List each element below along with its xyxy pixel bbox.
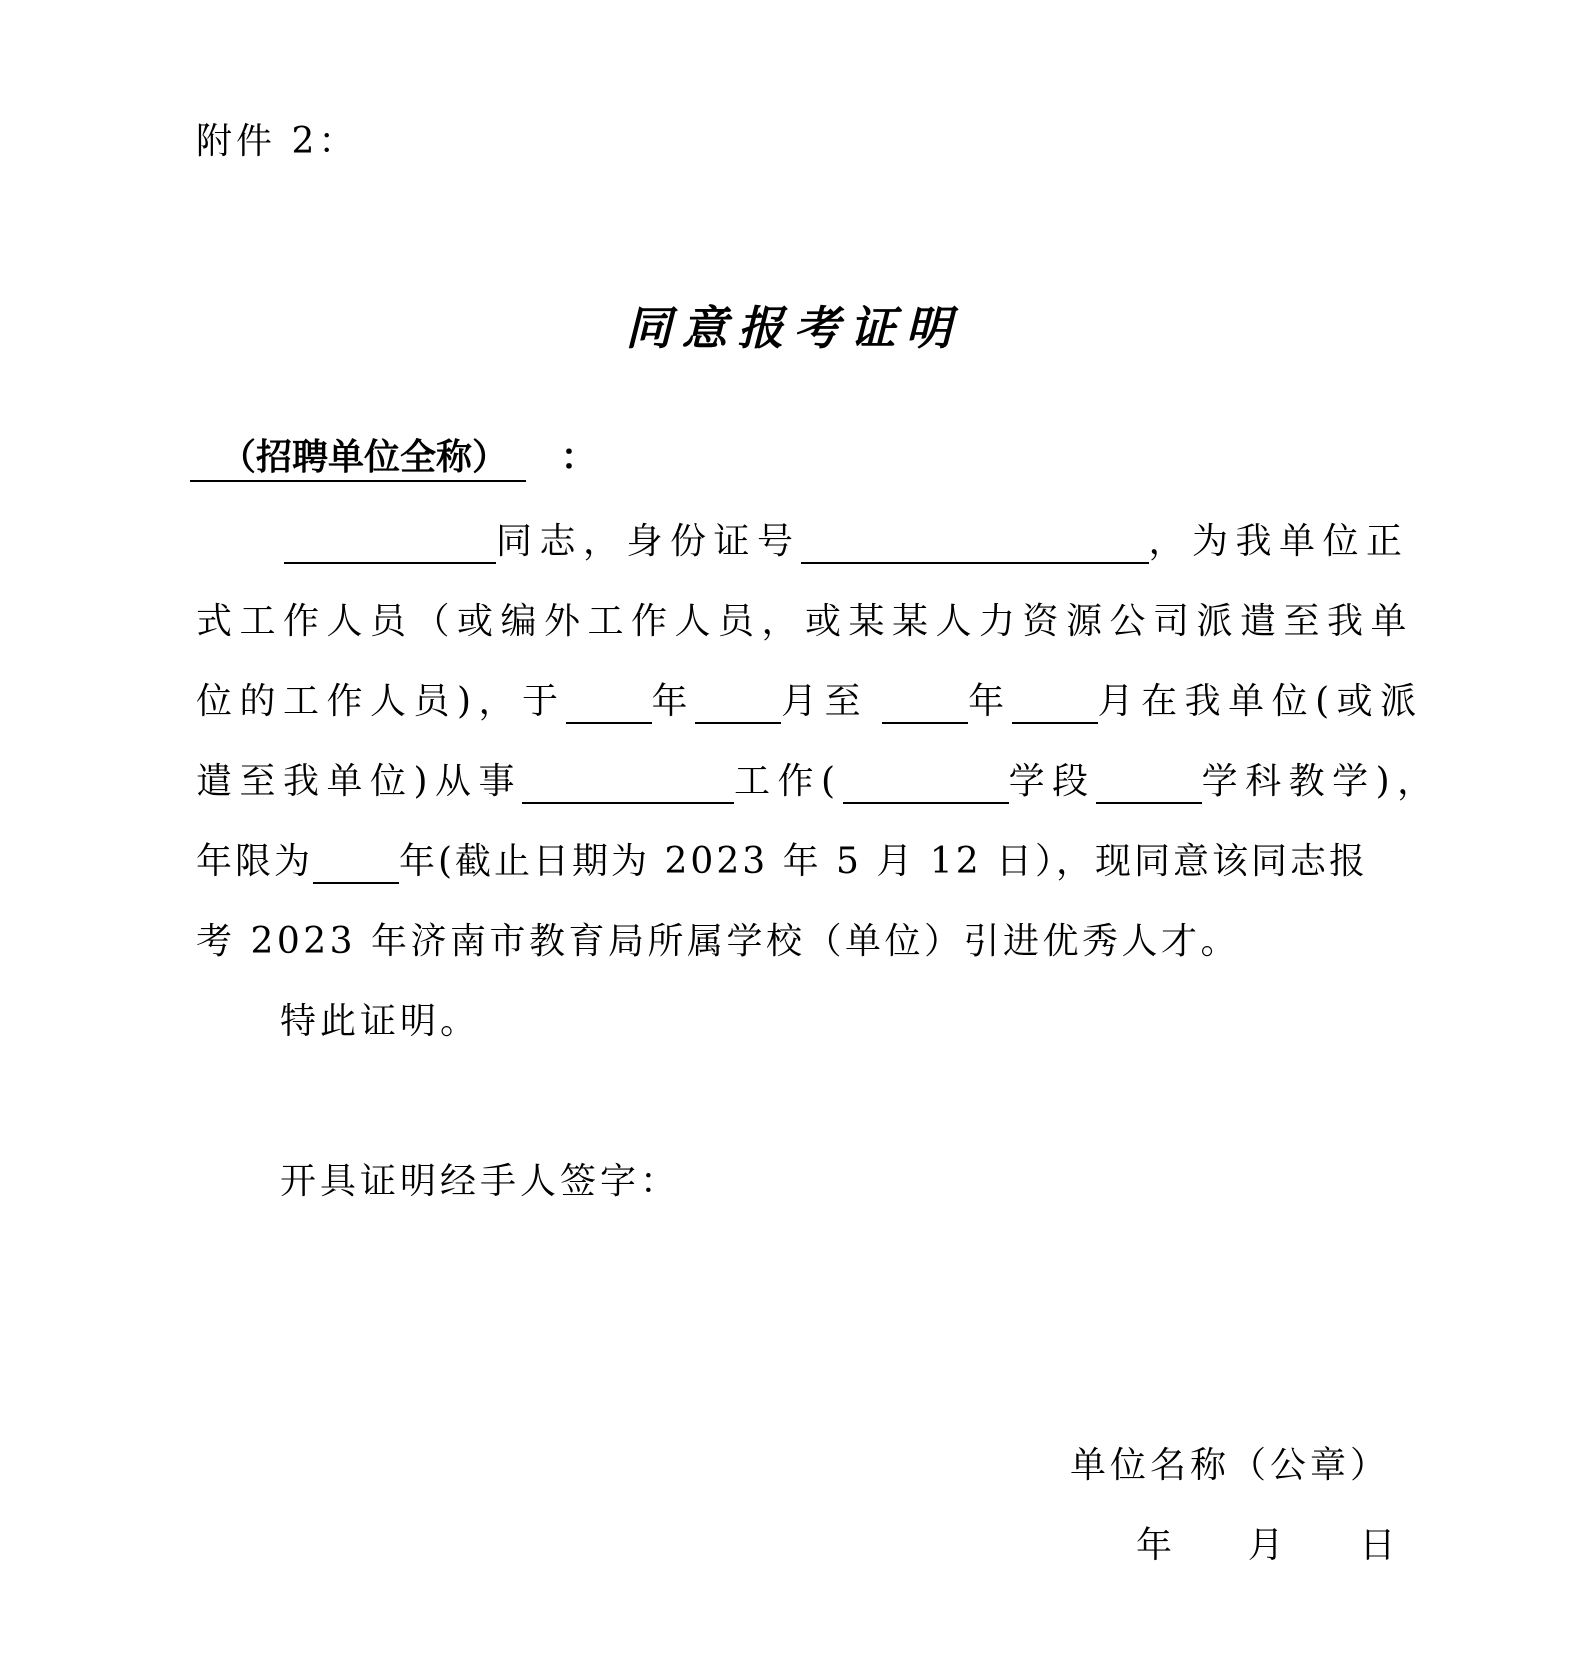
body-text: ，为我单位正 — [1148, 521, 1410, 562]
body-line-7: 特此证明。 — [280, 1001, 481, 1042]
body-text: 学段 — [1008, 761, 1096, 802]
body-line-2: 式工作人员（或编外工作人员，或某某人力资源公司派遣至我单 — [196, 601, 1415, 642]
body-text: 月在我单位(或派 — [1097, 681, 1424, 722]
school-stage-blank[interactable] — [843, 762, 1009, 804]
body-text: 年限为 — [196, 841, 314, 882]
body-line-6: 考 2023 年济南市教育局所属学校（单位）引进优秀人才。 — [196, 921, 1241, 962]
body-text: 年 — [651, 681, 696, 722]
date-line: 年 月 日 — [1136, 1525, 1402, 1566]
addressee-placeholder[interactable]: （招聘单位全称） — [190, 436, 526, 482]
attachment-label: 附件 2： — [196, 121, 359, 162]
body-text: 工作( — [734, 761, 843, 802]
start-month-blank[interactable] — [695, 682, 781, 724]
end-year-blank[interactable] — [882, 682, 968, 724]
body-line-5 — [196, 840, 1368, 884]
body-text: 遣至我单位)从事 — [196, 761, 523, 802]
body-line-4 — [196, 760, 1441, 804]
subject-blank[interactable] — [1096, 762, 1202, 804]
body-text: 年(截止日期为 2023 年 5 月 12 日），现同意该同志报 — [399, 841, 1369, 882]
end-month-blank[interactable] — [1012, 682, 1098, 724]
body-text: 同志，身份证号 — [496, 521, 801, 562]
body-line-3 — [196, 680, 1424, 724]
body-text: 位的工作人员)，于 — [196, 681, 566, 722]
name-blank[interactable] — [284, 522, 496, 564]
document-title: 同意报考证明 — [625, 301, 962, 355]
addressee-line — [190, 436, 597, 482]
addressee-colon: ： — [560, 437, 597, 478]
signer-label: 开具证明经手人签字： — [280, 1161, 681, 1202]
body-text: 年 — [968, 681, 1012, 722]
body-line-1 — [196, 520, 1410, 564]
seal-label: 单位名称（公章） — [1070, 1445, 1391, 1486]
years-blank[interactable] — [313, 842, 399, 884]
work-blank[interactable] — [522, 762, 734, 804]
body-text: 月至 — [781, 681, 869, 722]
id-number-blank[interactable] — [801, 522, 1149, 564]
start-year-blank[interactable] — [566, 682, 652, 724]
body-text: 学科教学)， — [1201, 761, 1441, 802]
